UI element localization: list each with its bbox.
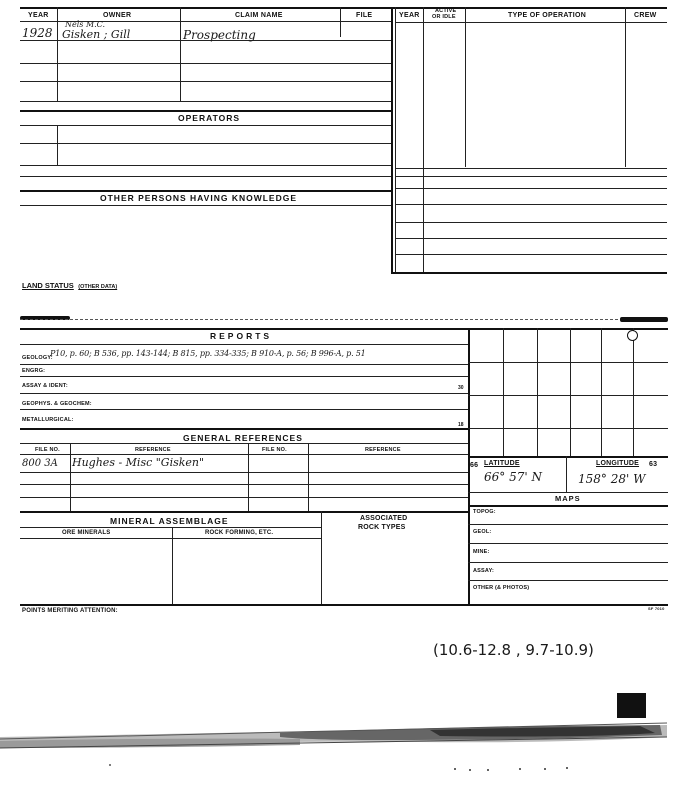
ref-row-file-no: 800 3A: [22, 458, 58, 469]
land-status: [22, 275, 117, 293]
geology-label: GEOLOGY:: [22, 355, 53, 361]
ref-header-file-no-2: FILE NO.: [262, 447, 287, 453]
claims-header-year: YEAR: [28, 12, 49, 19]
reports-title: REPORTS: [210, 331, 273, 341]
longitude-right-number: 63: [649, 461, 658, 468]
associated-rock-line2: ROCK TYPES: [358, 524, 406, 531]
points-meriting-attention: POINTS MERITING ATTENTION:: [22, 608, 118, 614]
claim-row-year: 1928: [22, 26, 53, 40]
associated-rock-line1: ASSOCIATED: [360, 515, 408, 522]
form-number: SF 7010: [648, 606, 665, 611]
maps-other: OTHER (& PHOTOS): [473, 585, 530, 591]
claim-row-claim-name: Prospecting: [183, 28, 256, 42]
assay-number: 30: [458, 385, 464, 391]
activity-header-year: YEAR: [399, 12, 420, 19]
claims-header-claim-name: CLAIM NAME: [235, 12, 283, 19]
claims-header-file: FILE: [356, 12, 373, 19]
claim-row-owner: Gisken ; Gill: [62, 28, 131, 41]
assay-label: ASSAY & IDENT:: [22, 383, 68, 389]
handwritten-coordinates: (10.6-12.8 , 9.7-10.9): [433, 641, 594, 659]
longitude-value: 158° 28' W: [578, 472, 646, 486]
ref-header-reference: REFERENCE: [135, 447, 171, 453]
mineral-assemblage-title: MINERAL ASSEMBLAGE: [110, 516, 229, 526]
ref-header-file-no: FILE NO.: [35, 447, 60, 453]
metallurgical-label: METALLURGICAL:: [22, 417, 74, 423]
other-persons-title: OTHER PERSONS HAVING KNOWLEDGE: [100, 193, 298, 203]
engrg-label: ENGRG:: [22, 368, 46, 374]
geophys-label: GEOPHYS. & GEOCHEM:: [22, 401, 92, 407]
maps-assay: ASSAY:: [473, 568, 495, 574]
activity-header-idle: OR IDLE: [432, 14, 456, 20]
ore-minerals-header: ORE MINERALS: [62, 530, 111, 536]
land-status-title: LAND STATUS: [22, 281, 74, 290]
activity-header-active: ACTIVE: [435, 8, 457, 14]
operators-title: OPERATORS: [178, 113, 241, 123]
activity-header-crew: CREW: [634, 12, 657, 19]
land-status-subtitle: (OTHER DATA): [78, 284, 118, 290]
rock-forming-header: ROCK FORMING, ETC.: [205, 530, 274, 536]
latitude-label: LATITUDE: [484, 460, 520, 467]
maps-geol: GEOL:: [473, 529, 492, 535]
ref-row-reference: Hughes - Misc "Gisken": [72, 456, 205, 469]
latitude-left-number: 66: [470, 462, 479, 469]
ref-header-reference-2: REFERENCE: [365, 447, 401, 453]
scan-noise-band: [0, 715, 678, 805]
maps-topog: TOPOG:: [473, 509, 496, 515]
longitude-label: LONGITUDE: [596, 460, 640, 467]
maps-mine: MINE:: [473, 549, 490, 555]
metallurgical-number: 18: [458, 422, 464, 428]
geology-text: P10, p. 60; B 536, pp. 143-144; B 815, pp. 334-335; B 910-A, p. 56; B 996-A, p. 51: [50, 349, 366, 358]
maps-title: MAPS: [555, 494, 581, 503]
general-references-title: GENERAL REFERENCES: [183, 433, 303, 443]
activity-header-type: TYPE OF OPERATION: [508, 12, 587, 19]
claim-row-owner-top: Nels M.C.: [65, 20, 106, 29]
claims-header-owner: OWNER: [103, 12, 132, 19]
latitude-value: 66° 57' N: [484, 470, 542, 484]
